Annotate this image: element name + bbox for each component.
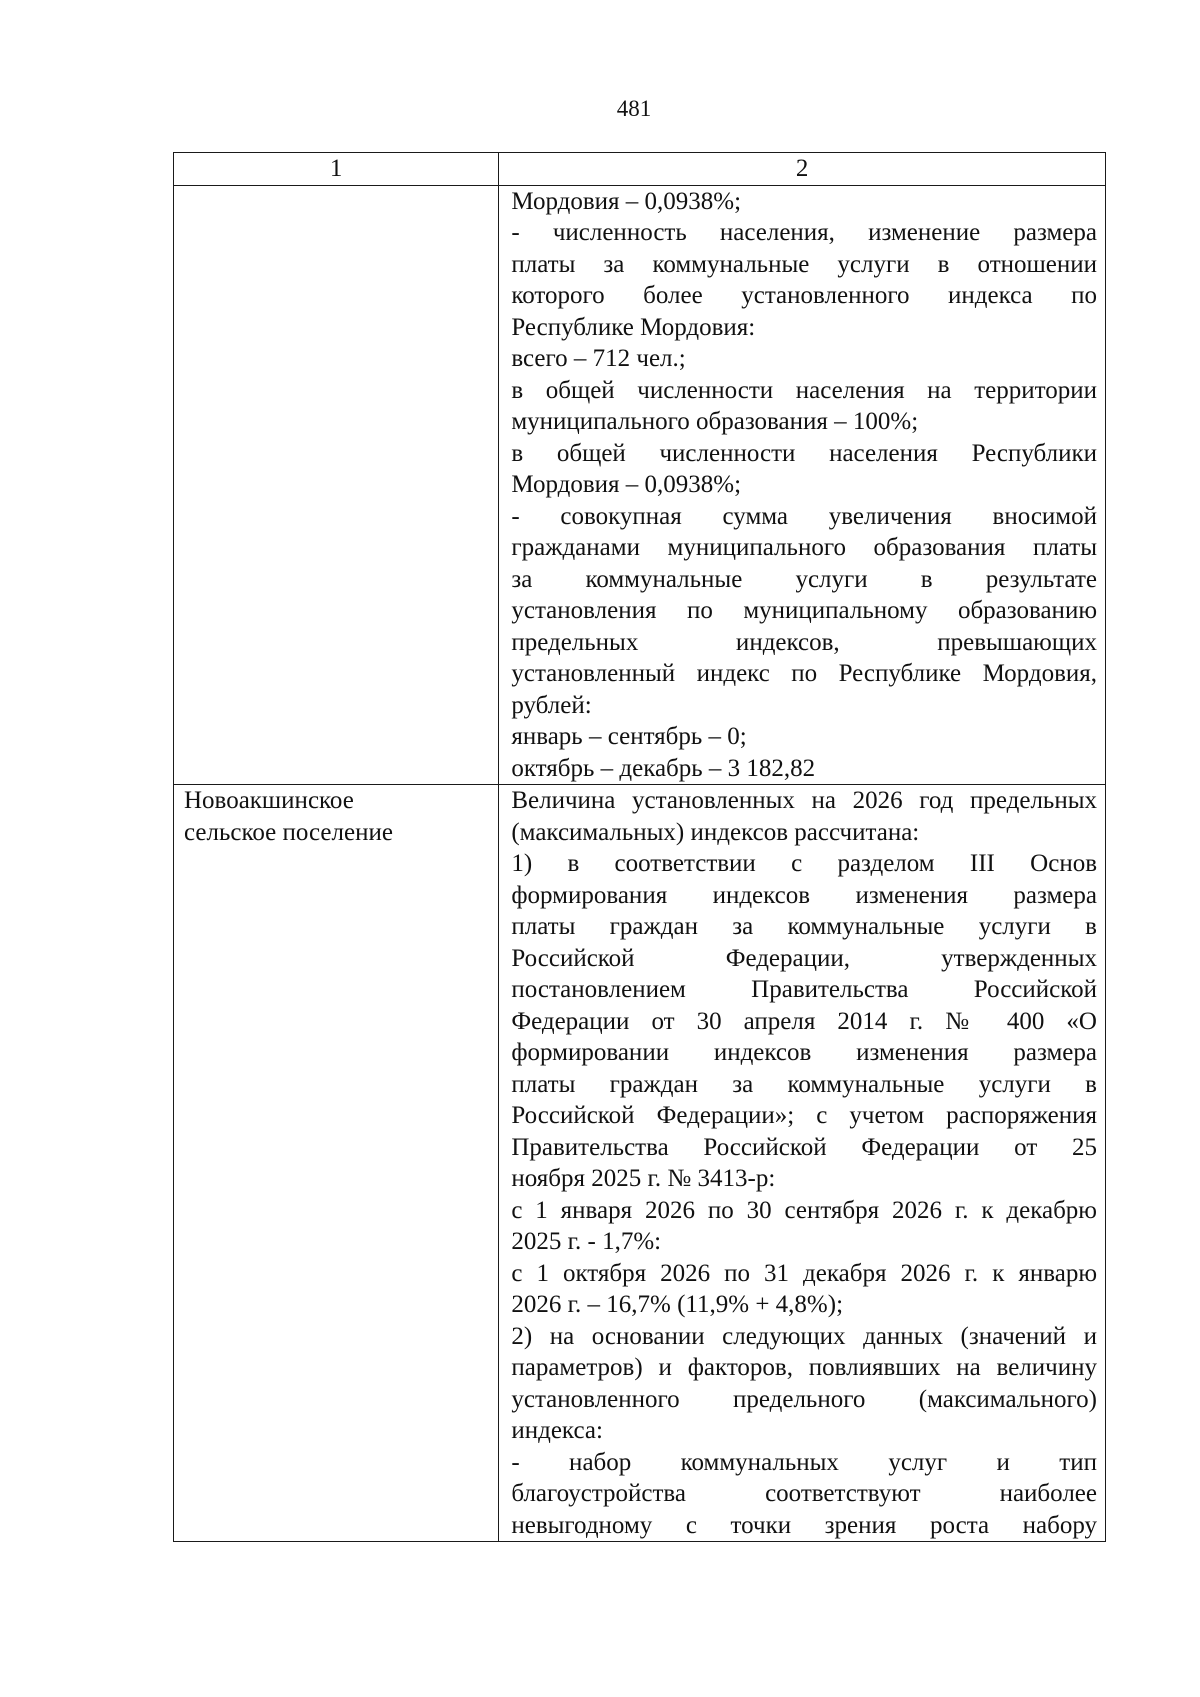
text-line: установленного предельного (максимального) [511,1385,1097,1413]
text-line: всего – 712 чел.; [511,345,686,372]
text-line: Величина установленных на 2026 год предельных [511,787,1097,814]
text-line: Мордовия – 0,0938%; [511,187,742,215]
text-line: 2025 г. - 1,7%: [511,1228,662,1255]
municipality-name-line: сельское поселение [184,818,393,846]
table-row [174,785,1106,1542]
text-line: муниципального образования – 100%; [511,408,919,435]
text-line: предельных индексов, превышающих [511,628,1097,656]
text-line: Федерации от 30 апреля 2014 г. № 400 «О [511,1007,1097,1035]
text-line: с 1 октября 2026 по 31 декабря 2026 г. к январю [511,1259,1097,1287]
text-line: параметров) и факторов, повлиявших на величину [511,1354,1097,1381]
text-line: Российской Федерации, утвержденных [511,944,1097,972]
text-line: Мордовия – 0,0938%; [511,471,742,498]
table-header-row [174,153,1106,186]
text-line: платы граждан за коммунальные услуги в [511,913,1097,940]
text-line: в общей численности населения Республики [511,439,1097,467]
text-line: - набор коммунальных услуг и тип [511,1448,1097,1476]
text-line: Правительства Российской Федерации от 25 [511,1133,1097,1161]
document-table [173,152,1106,1542]
text-line: гражданами муниципального образования платы [511,534,1097,561]
text-line: платы за коммунальные услуги в отношении [511,250,1097,278]
text-line: установления по муниципальному образованию [511,597,1097,624]
text-line: формировании индексов изменения размера [511,1039,1097,1066]
text-line: благоустройства соответствуют наиболее [511,1480,1097,1507]
text-line: установленный индекс по Республике Мордовия, [511,660,1097,687]
text-line: - численность населения, изменение размера [511,219,1097,246]
page-number: 481 [616,96,652,121]
municipality-cell [174,785,499,1542]
text-line: с 1 января 2026 по 30 сентября 2026 г. к декабрю [511,1196,1097,1224]
text-line: - совокупная сумма увеличения вносимой [511,502,1097,530]
text-line: за коммунальные услуги в результате [511,565,1097,593]
table-row [174,185,1106,785]
text-line: индекса: [511,1417,603,1444]
text-line: ноября 2025 г. № 3413-р: [511,1165,776,1192]
text-line: которого более установленного индекса по [511,282,1097,309]
text-line: платы граждан за коммунальные услуги в [511,1070,1097,1098]
header-cell-2: 2 [499,153,1106,186]
municipality-name-line: Новоакшинское [184,787,354,814]
text-line: Республике Мордовия: [511,313,756,341]
text-line: 2) на основании следующих данных (значений и [511,1322,1097,1350]
description-cell [499,185,1106,785]
description-cell [499,785,1106,1542]
text-line: январь – сентябрь – 0; [511,723,747,750]
text-line: постановлением Правительства Российской [511,976,1097,1003]
text-line: октябрь – декабрь – 3 182,82 [511,754,816,782]
text-line: формирования индексов изменения размера [511,881,1097,909]
text-line: рублей: [511,691,592,719]
text-line: Российской Федерации»; с учетом распоряжения [511,1102,1097,1129]
text-line: 2026 г. – 16,7% (11,9% + 4,8%); [511,1291,844,1318]
text-line: 1) в соответствии с разделом III Основ [511,850,1097,877]
text-line: (максимальных) индексов рассчитана: [511,818,920,846]
municipality-cell [174,185,499,785]
text-line: невыгодному с точки зрения роста набору [511,1511,1097,1539]
header-cell-1: 1 [174,153,499,186]
text-line: в общей численности населения на территории [511,376,1097,404]
